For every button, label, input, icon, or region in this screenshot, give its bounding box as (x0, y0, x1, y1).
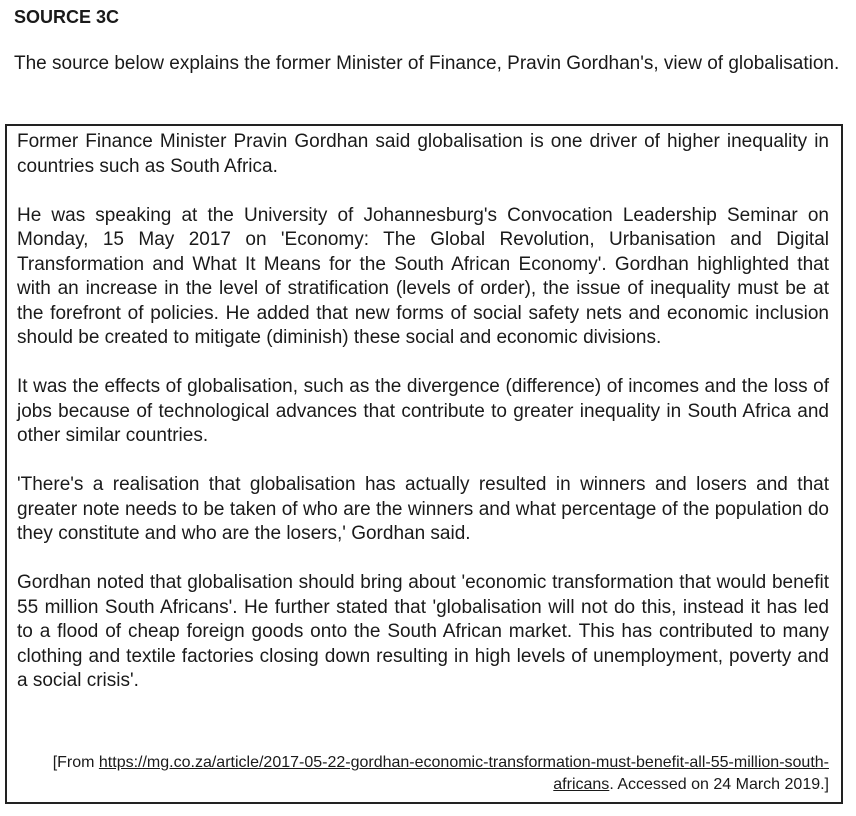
source-paragraph-4: 'There's a realisation that globalisation has actually resulted in winners and losers and that greater note needs to be taken of who are the winners and what percentage of the population do they constitute and who are the losers,' Gordhan said. (17, 474, 829, 544)
citation (9, 752, 829, 796)
source-paragraph-3: It was the effects of globalisation, such as the divergence (difference) of incomes and the loss of jobs because of technological advances that contribute to greater inequality in South Africa and other similar countries. (17, 376, 829, 446)
source-intro: The source below explains the former Minister of Finance, Pravin Gordhan's, view of globalisation. (14, 53, 840, 74)
citation-suffix: . Accessed on 24 March 2019.] (609, 776, 829, 793)
source-heading: SOURCE 3C (14, 7, 120, 27)
source-paragraph-1: Former Finance Minister Pravin Gordhan said globalisation is one driver of higher inequality in countries such as South Africa. (17, 131, 829, 177)
source-paragraph-2: He was speaking at the University of Johannesburg's Convocation Leadership Seminar on Monday, 15 May 2017 on 'Economy: The Global Revolution, Urbanisation and Digital Transformation and What It Means for the South African Economy'. Gordhan highlighted that with an increase in the level of stratification (levels of order), the issue of inequality must be at the forefront of policies. He added that new forms of social safety nets and economic inclusion should be created to mitigate (diminish) these social and economic divisions. (17, 204, 829, 348)
citation-link[interactable]: https://mg.co.za/article/2017-05-22-gordhan-economic-transformation-must-benefit-all-55-million-south-africans (98, 754, 829, 793)
source-box (5, 124, 843, 804)
citation-prefix: [From (52, 754, 99, 771)
source-paragraph-5: Gordhan noted that globalisation should bring about 'economic transformation that would benefit 55 million South Africans'. He further stated that 'globalisation will not do this, instead it has led to a flood of cheap foreign goods onto the South African market. This has contributed to many clothing and textile factories closing down resulting in high levels of unemployment, poverty and a social crisis'. (17, 572, 829, 691)
